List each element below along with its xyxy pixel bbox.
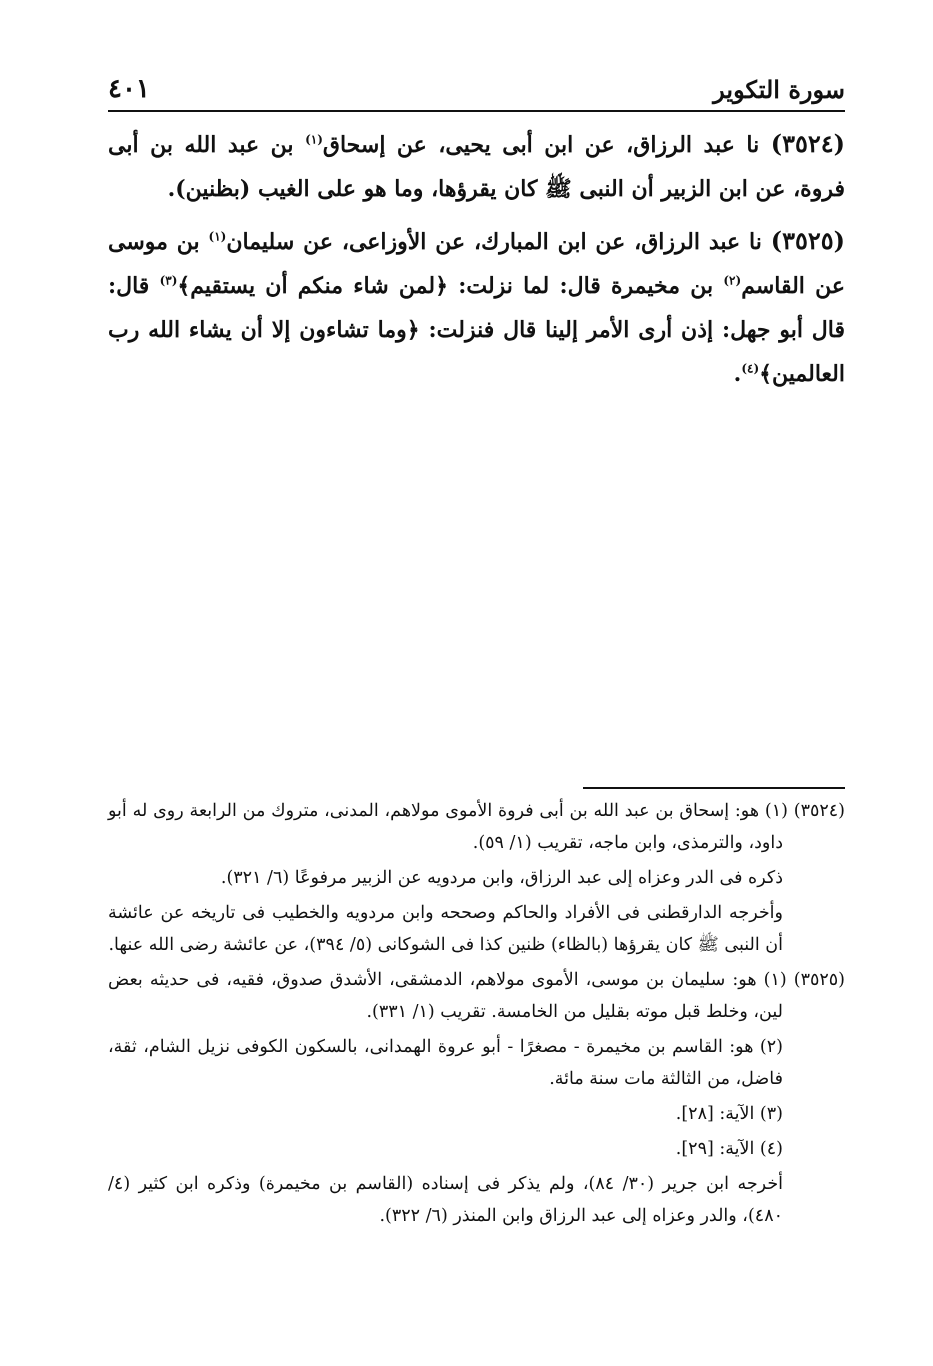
hadith-text: بن موسى عن القاسم <box>108 229 846 299</box>
main-text <box>108 122 845 404</box>
hadith-number: (٣٥٢٤) <box>770 129 845 158</box>
footnote-3525-2: (٢) هو: القاسم بن مخيمرة - مصغرًا - أبو عروة الهمدانى، بالسكون الكوفى نزيل الشام، ثقة، فاضل، من الثالثة مات سنة مائة. <box>108 1037 783 1089</box>
footnote-ref: (١) <box>208 229 227 244</box>
footnote-3524-dur: ذكره فى الدر وعزاه إلى عبد الرزاق، وابن مردويه عن الزبير مرفوعًا (٦/ ٣٢١). <box>220 868 783 888</box>
quran-verse: ﴿وما تشاءون إلا أن يشاء الله رب العالمين﴾ <box>108 317 845 387</box>
footnote-3525-4: (٤) الآية: [٢٩]. <box>675 1139 783 1159</box>
surah-title: سورة التكوير <box>713 75 845 104</box>
footnote-ref: (٤) <box>741 361 760 376</box>
hadith-text: نا عبد الرزاق، عن ابن المبارك، عن الأوزاعى، عن سليمان <box>226 229 762 255</box>
page-number: ٤٠١ <box>108 74 150 104</box>
footnote-3524-1: (٣٥٢٤) (١) هو: إسحاق بن عبد الله بن أبى فروة الأموى مولاهم، المدنى، متروك من الرابعة روى له أبو داود، والترمذى، وابن ماجه، تقريب (١/ ٥٩). <box>108 801 845 853</box>
hadith-text: بن عبد الله بن أبى فروة، عن ابن الزبير أن النبى ﷺ كان يقرؤها، وما هو على الغيب (بظنين). <box>108 132 845 202</box>
footnote-3524-daraqutni: وأخرجه الدارقطنى فى الأفراد والحاكم وصححه وابن مردويه والخطيب فى تاريخه عن عائشة أن النبى ﷺ كان يقرؤها (بالظاء) ظنين كذا فى الشوكانى (٥/ ٣٩٤)، عن عائشة رضى الله عنها. <box>108 903 783 955</box>
hadith-text: بن مخيمرة قال: لما نزلت: <box>458 273 714 299</box>
end-mark: . <box>733 361 742 387</box>
footnotes <box>108 795 845 1235</box>
footnote-3525-1: (٣٥٢٥) (١) هو: سليمان بن موسى، الأموى مولاهم، الدمشقى، الأشدق صدوق، فقيه، فى حديثه بعض لين، وخلط قبل موته بقليل من الخامسة. تقريب (١/ ٣٣١). <box>108 970 845 1022</box>
footnote-ref: (٣) <box>159 273 178 288</box>
page-header <box>108 68 845 112</box>
hadith-3524 <box>108 122 845 211</box>
hadith-text: قال: قال أبو جهل: إذن أرى الأمر إلينا قال فنزلت: <box>108 273 845 343</box>
footnote-ref: (٢) <box>723 273 742 288</box>
hadith-text: نا عبد الرزاق، عن ابن أبى يحيى، عن إسحاق <box>322 132 760 158</box>
footnote-3525-takhrij: أخرجه ابن جرير (٣٠/ ٨٤)، ولم يذكر فى إسناده (القاسم بن مخيمرة) وذكره ابن كثير (٤/ ٤٨٠)، والدر وعزاه إلى عبد الرزاق وابن المنذر (٦/ ٣٢٢). <box>108 1174 783 1226</box>
footnote-separator <box>583 787 845 789</box>
footnote-ref: (١) <box>305 132 323 147</box>
hadith-3525 <box>108 219 845 396</box>
hadith-number: (٣٥٢٥) <box>770 226 845 255</box>
footnote-3525-3: (٣) الآية: [٢٨]. <box>675 1104 783 1124</box>
quran-verse: ﴿لمن شاء منكم أن يستقيم﴾ <box>177 273 448 299</box>
